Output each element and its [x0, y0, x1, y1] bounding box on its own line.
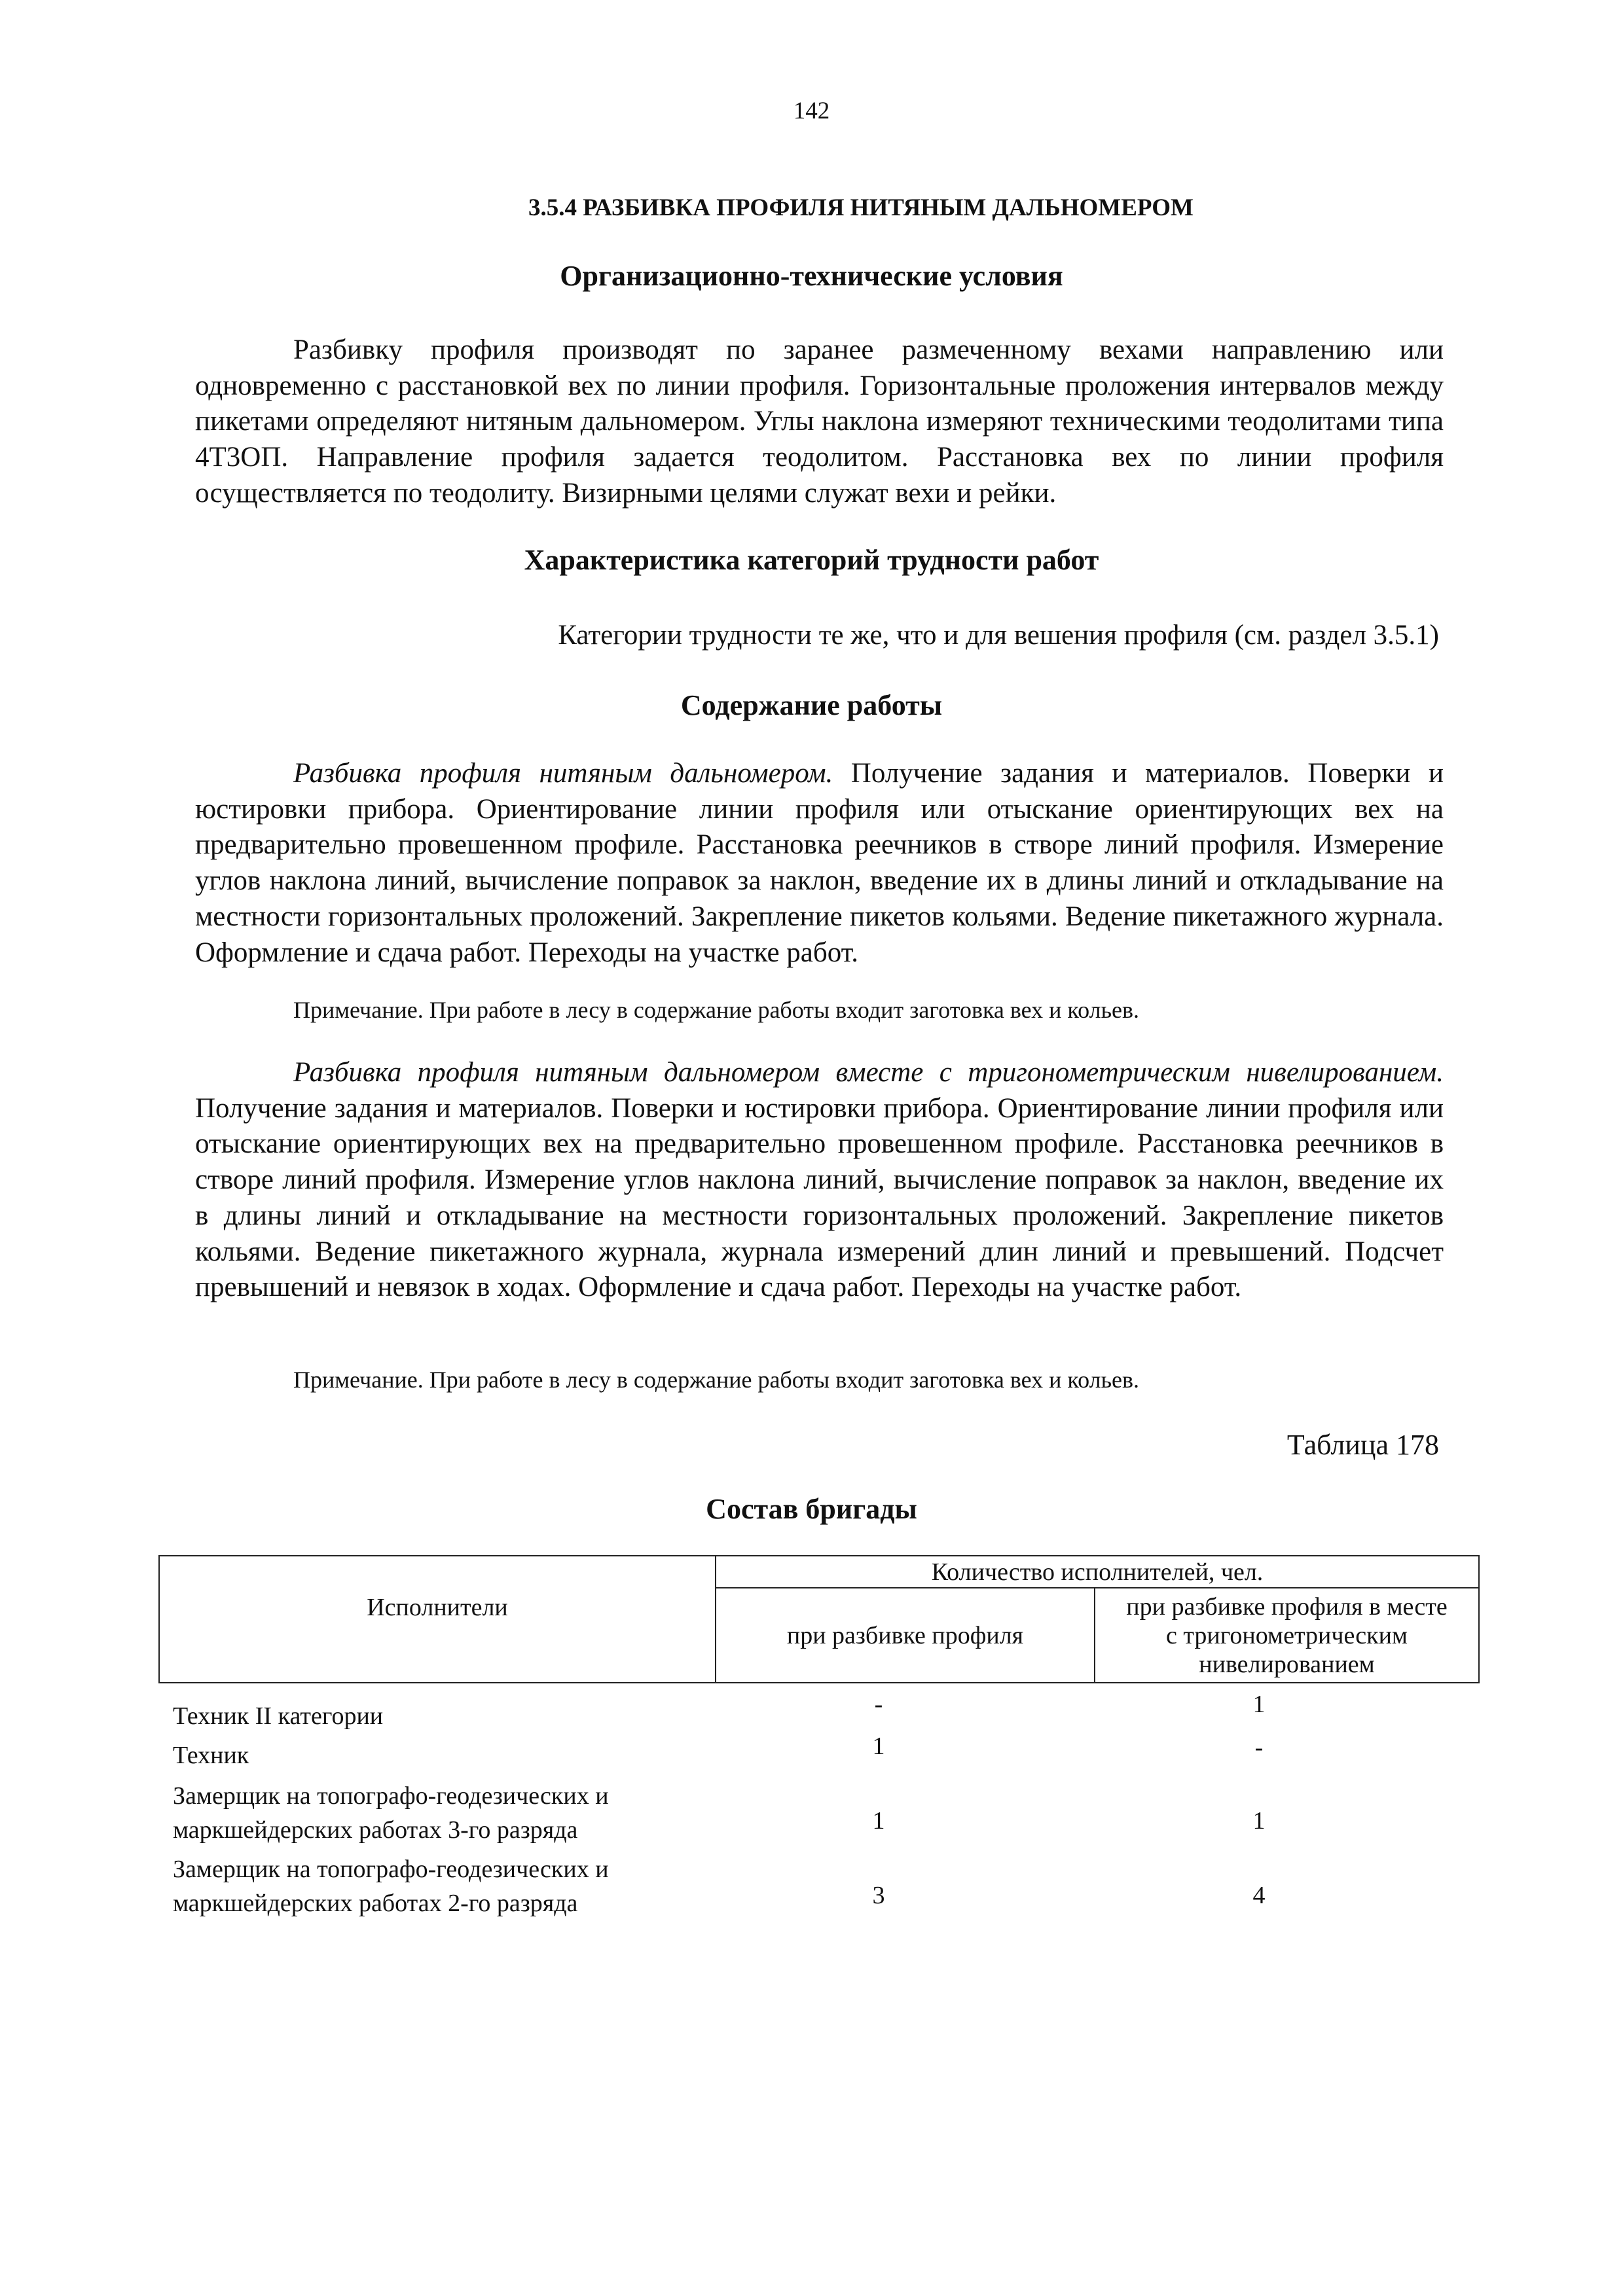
row-name: Замерщик на топографо-геодезических и маркшейдерских работах 3-го разряда: [173, 1782, 609, 1844]
difficulty-text: Категории трудности те же, что и для вешения профиля (см. раздел 3.5.1): [558, 620, 1439, 651]
note-2: Примечание. При работе в лесу в содержание работы входит заготовка вех и кольев.: [293, 1367, 1139, 1393]
work2-paragraph: [195, 1055, 1444, 1306]
note-1: Примечание. При работе в лесу в содержание работы входит заготовка вех и кольев.: [293, 997, 1139, 1023]
row-name: Замерщик на топографо-геодезических и маркшейдерских работах 2-го разряда: [173, 1856, 609, 1917]
table-row: [158, 1690, 1478, 1729]
table-number: Таблица 178: [1286, 1429, 1439, 1461]
org-heading: Организационно-технические условия: [560, 260, 1063, 292]
work1-text: Получение задания и материалов. Поверки и юстировки прибора. Ориентирование линии профиля или отыскание ориентирующих вех на предварительно провешенном профиле. Расстановка реечников в створе линий профиля. Измерение углов наклона линий, вычисление поправок за наклон, введение их в длины линий и откладывание на местности горизонтальных проложений. Закрепление пикетов кольями. Ведение пикетажного журнала. Оформление и сдача работ. Переходы на участке работ.: [195, 758, 1444, 968]
row-col-profile: 1: [872, 1732, 885, 1760]
table-title: Состав бригады: [706, 1493, 917, 1525]
row-col-trig: 1: [1252, 1691, 1266, 1718]
header-performers: Исполнители: [159, 1556, 716, 1683]
work2-title: Разбивка профиля нитяным дальномером вместе с тригонометрическим нивелированием.: [293, 1057, 1444, 1088]
org-paragraph: [195, 332, 1444, 512]
row-col-trig: 1: [1252, 1807, 1266, 1835]
row-name: Техник: [173, 1742, 249, 1769]
table-row: [158, 1842, 1478, 1915]
work1-paragraph: [195, 756, 1444, 971]
row-col-trig: -: [1254, 1734, 1264, 1761]
brigade-table-header: [158, 1555, 1478, 1683]
org-text: Разбивку профиля производят по заранее размеченному вехами направлению или одновременно с расстановкой вех по линии профиля. Горизонтальные проложения интервалов между пикетами определяют нитяным дальномером. Углы наклона измеряют техническими теодолитами типа 4Т3ОП. Направление профиля задается теодолитом. Расстановка вех по линии профиля осуществляется по теодолиту. Визирными целями служат вехи и рейки.: [195, 334, 1444, 509]
table-row: [158, 1729, 1478, 1768]
row-col-trig: 4: [1252, 1882, 1266, 1909]
header-quantity: Количество исполнителей, чел.: [716, 1556, 1479, 1588]
row-col-profile: 3: [872, 1882, 885, 1909]
table-row: [158, 1768, 1478, 1842]
row-name: Техник II категории: [173, 1702, 384, 1730]
difficulty-heading: Характеристика категорий трудности работ: [524, 544, 1099, 576]
header-col-trig: при разбивке профиля в месте с тригонометрическим нивелированием: [1095, 1588, 1479, 1683]
work2-text: Получение задания и материалов. Поверки и юстировки прибора. Ориентирование линии профиля или отыскание ориентирующих вех на предварительно провешенном профиле. Расстановка реечников в створе линий профиля. Измерение углов наклона линий, вычисление поправок за наклон, введение их в длины линий и откладывание на местности горизонтальных проложений. Закрепление пикетов кольями. Ведение пикетажного журнала, журнала измерений длин линий и превышений. Подсчет превышений и невязок в ходах. Оформление и сдача работ. Переходы на участке работ.: [195, 1092, 1444, 1303]
section-title: 3.5.4 РАЗБИВКА ПРОФИЛЯ НИТЯНЫМ ДАЛЬНОМЕРОМ: [528, 194, 1194, 221]
page-number: 142: [793, 98, 830, 124]
row-col-profile: 1: [872, 1807, 885, 1835]
content-heading: Содержание работы: [680, 689, 943, 721]
header-col-profile: при разбивке профиля: [716, 1588, 1095, 1683]
work1-title: Разбивка профиля нитяным дальномером.: [293, 758, 833, 789]
row-col-profile: -: [874, 1691, 883, 1718]
brigade-table-body: [158, 1690, 1478, 1915]
